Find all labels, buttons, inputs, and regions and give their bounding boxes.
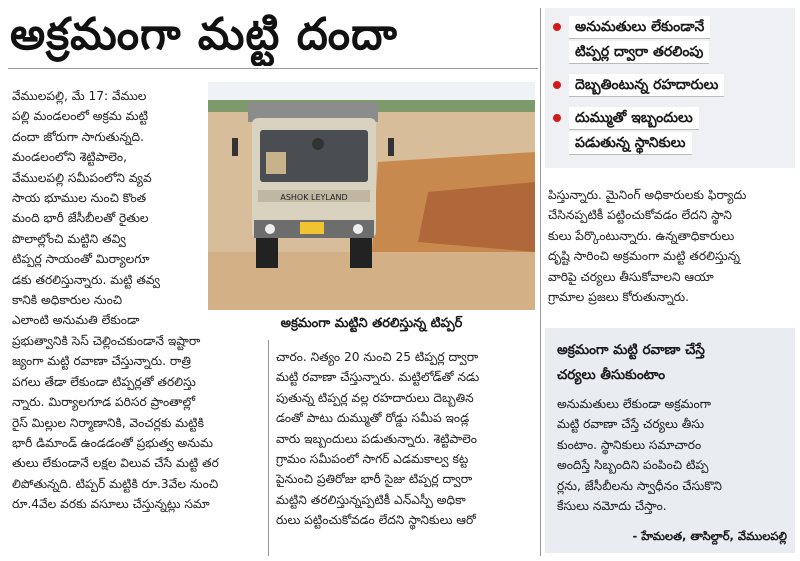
quote-signature: - హేమలత, తాసిల్దార్, వేములపల్లి xyxy=(632,529,787,543)
article-line: దందా జోరుగా సాగుతున్నది. xyxy=(12,129,145,144)
highlight-line: అనుమతులు లేకుండానే xyxy=(569,16,710,39)
official-quote-box xyxy=(545,328,795,553)
article-line: రైస్ మిల్లుల నిర్మాణానికి, వెంచర్లకు మట్టికి xyxy=(12,415,204,430)
article-line: దృష్టి సారించి అక్రమంగా మట్టి తరలిస్తున్న xyxy=(548,249,740,264)
article-line: పిస్తున్నారు. మైనింగ్ అధికారులకు ఫిర్యాదు xyxy=(548,188,747,202)
article-line: న్నారు. మిర్యాలగూడ పరిసర ప్రాంతాల్లో xyxy=(12,395,196,410)
quote-title-line: అక్రమంగా మట్టి రవాణా చేస్తే xyxy=(557,342,705,358)
article-line: వారిపై చర్యలు తీసుకోవాలని ఆయా xyxy=(548,269,714,284)
bullet-dot-icon xyxy=(553,114,561,122)
highlight-item xyxy=(545,16,795,66)
article-line: కుంటాం. స్థానికులు సమాచారం xyxy=(557,437,702,452)
article-line: పగలు తేడా లేకుండా టిప్పర్లతో తరలిస్తు xyxy=(12,374,196,389)
photo-caption: అక్రమంగా మట్టిని తరలిస్తున్న టిప్పర్ xyxy=(280,316,463,331)
bullet-dot-icon xyxy=(553,23,561,31)
article-line: డంతో పాటు దుమ్ముతో రోడ్డు సమీప ఇండ్ల xyxy=(276,411,470,426)
article-line: కేసులు నమోదు చేస్తాం. xyxy=(557,499,667,514)
truck-brand-text: ASHOK LEYLAND xyxy=(280,193,348,202)
highlight-line: టిప్పర్ల ద్వారా తరలింపు xyxy=(569,41,709,64)
article-line: మండలంలోని శెట్టిపాలెం, xyxy=(12,150,127,165)
article-line: పల్లి మండలంలో అక్రమ మట్టి xyxy=(12,109,148,124)
article-line: రూ.4వేల వరకు వసూలు చేస్తున్నట్లు సమా xyxy=(12,497,210,512)
article-line: భారీ డిమాండ్ ఉండడంతో ప్రభుత్వ అనుమ xyxy=(12,436,213,451)
quote-title-line: చర్యలు తీసుకుంటాం xyxy=(557,367,666,383)
article-column-2 xyxy=(276,347,536,531)
article-line: ర్లను, జేసీబీలను స్వాధీనం చేసుకొని xyxy=(557,478,722,493)
article-line: కానికి అధికారుల నుంచి xyxy=(12,293,123,308)
article-column-1 xyxy=(12,86,202,331)
article-line: పైనుంచి ప్రతిరోజు భారీ సైజు టిప్పర్ల ద్వారా xyxy=(276,472,473,487)
highlight-line: పడుతున్న స్థానికులు xyxy=(569,132,692,155)
article-line: రులు పట్టించుకోవడం లేదని స్థానికులు ఆరో xyxy=(276,513,476,528)
article-line: మట్టిని తరలిస్తున్నప్పటికీ ఎన్‌ఎస్పీ అధికా xyxy=(276,492,466,507)
article-line: ప్రభుత్వానికి సెస్ చెల్లించకుండానే ఇష్టారా xyxy=(12,334,201,348)
truck-photo xyxy=(208,82,535,310)
headline-rule xyxy=(8,68,538,69)
article-line: పుతున్న టిప్పర్ల వల్ల రహదారులు దెబ్బతిన xyxy=(276,390,474,405)
article-line: గ్రామం సమీపంలో సాగర్ ఎడమకాల్వ కట్ట xyxy=(276,452,469,467)
article-line: టిప్పర్ల సాయంతో మిర్యాలగూ xyxy=(12,252,150,267)
article-line: మట్టి రవాణా చేస్తే చర్యలు తీసు xyxy=(557,417,705,432)
quote-title xyxy=(557,338,787,388)
article-line: కులు పేర్కొంటున్నారు. ఉన్నతాధికారులు xyxy=(548,228,735,243)
article-line: అందిస్తే సిబ్బందిని పంపించి టిప్ప xyxy=(557,458,709,473)
article-line: చేసినప్పటికీ పట్టించుకోవడం లేదని స్థాని xyxy=(548,208,732,223)
bullet-dot-icon xyxy=(553,81,561,89)
article-line: వేములపల్లి, మే 17: వేముల xyxy=(12,89,147,103)
article-line: చారం. నిత్యం 20 నుంచి 25 టిప్పర్ల ద్వారా xyxy=(276,350,479,364)
headline: అక్రమంగా మట్టి దందా xyxy=(10,9,398,60)
article-line: పొలాల్లోంచి మట్టిని తవ్వి xyxy=(12,231,126,246)
article-line: ఎలాంటి అనుమతి లేకుండా xyxy=(12,313,140,328)
article-line: లిపోతున్నది. టిప్పర్ మట్టికి రూ.3వేల నుంచి xyxy=(12,476,219,491)
article-line: తులు లేకుండానే లక్షల విలువ చేసే మట్టి తర xyxy=(12,456,219,471)
highlight-item xyxy=(545,74,795,99)
article-line: వేములపల్లి సమీపంలోని వ్యవ xyxy=(12,170,152,185)
article-line: సాయ భూముల నుంచి కొంత xyxy=(12,191,147,206)
column-divider xyxy=(540,8,541,556)
highlight-item xyxy=(545,107,795,157)
column-divider xyxy=(268,340,269,556)
quote-body xyxy=(557,394,787,516)
article-line: జ్యంగా మట్టి రవాణా చేస్తున్నారు. రాత్రి xyxy=(12,354,191,369)
truck-photo-image xyxy=(208,82,535,310)
highlights-panel xyxy=(545,8,795,168)
article-line: గ్రామాల ప్రజలు కోరుతున్నారు. xyxy=(548,290,689,305)
article-line: అనుమతులు లేకుండా అక్రమంగా xyxy=(557,397,711,411)
article-line: మంది భారీ జేసీబీలతో రైతుల xyxy=(12,211,149,226)
article-line: డకు తరలిస్తున్నారు. మట్టి తవ్వ xyxy=(12,272,160,287)
article-column-1-continued xyxy=(12,331,264,515)
article-line: వారు ఇబ్బందులు పడుతున్నారు. శెట్టిపాలెం xyxy=(276,431,477,446)
article-column-3 xyxy=(548,185,793,307)
article-line: మట్టి రవాణా చేస్తున్నారు. మట్టిలోడ్‌తో నడు xyxy=(276,370,480,385)
highlight-line: దెబ్బతింటున్న రహదారులు xyxy=(569,74,724,97)
highlight-line: దుమ్ముతో ఇబ్బందులు xyxy=(569,107,699,130)
